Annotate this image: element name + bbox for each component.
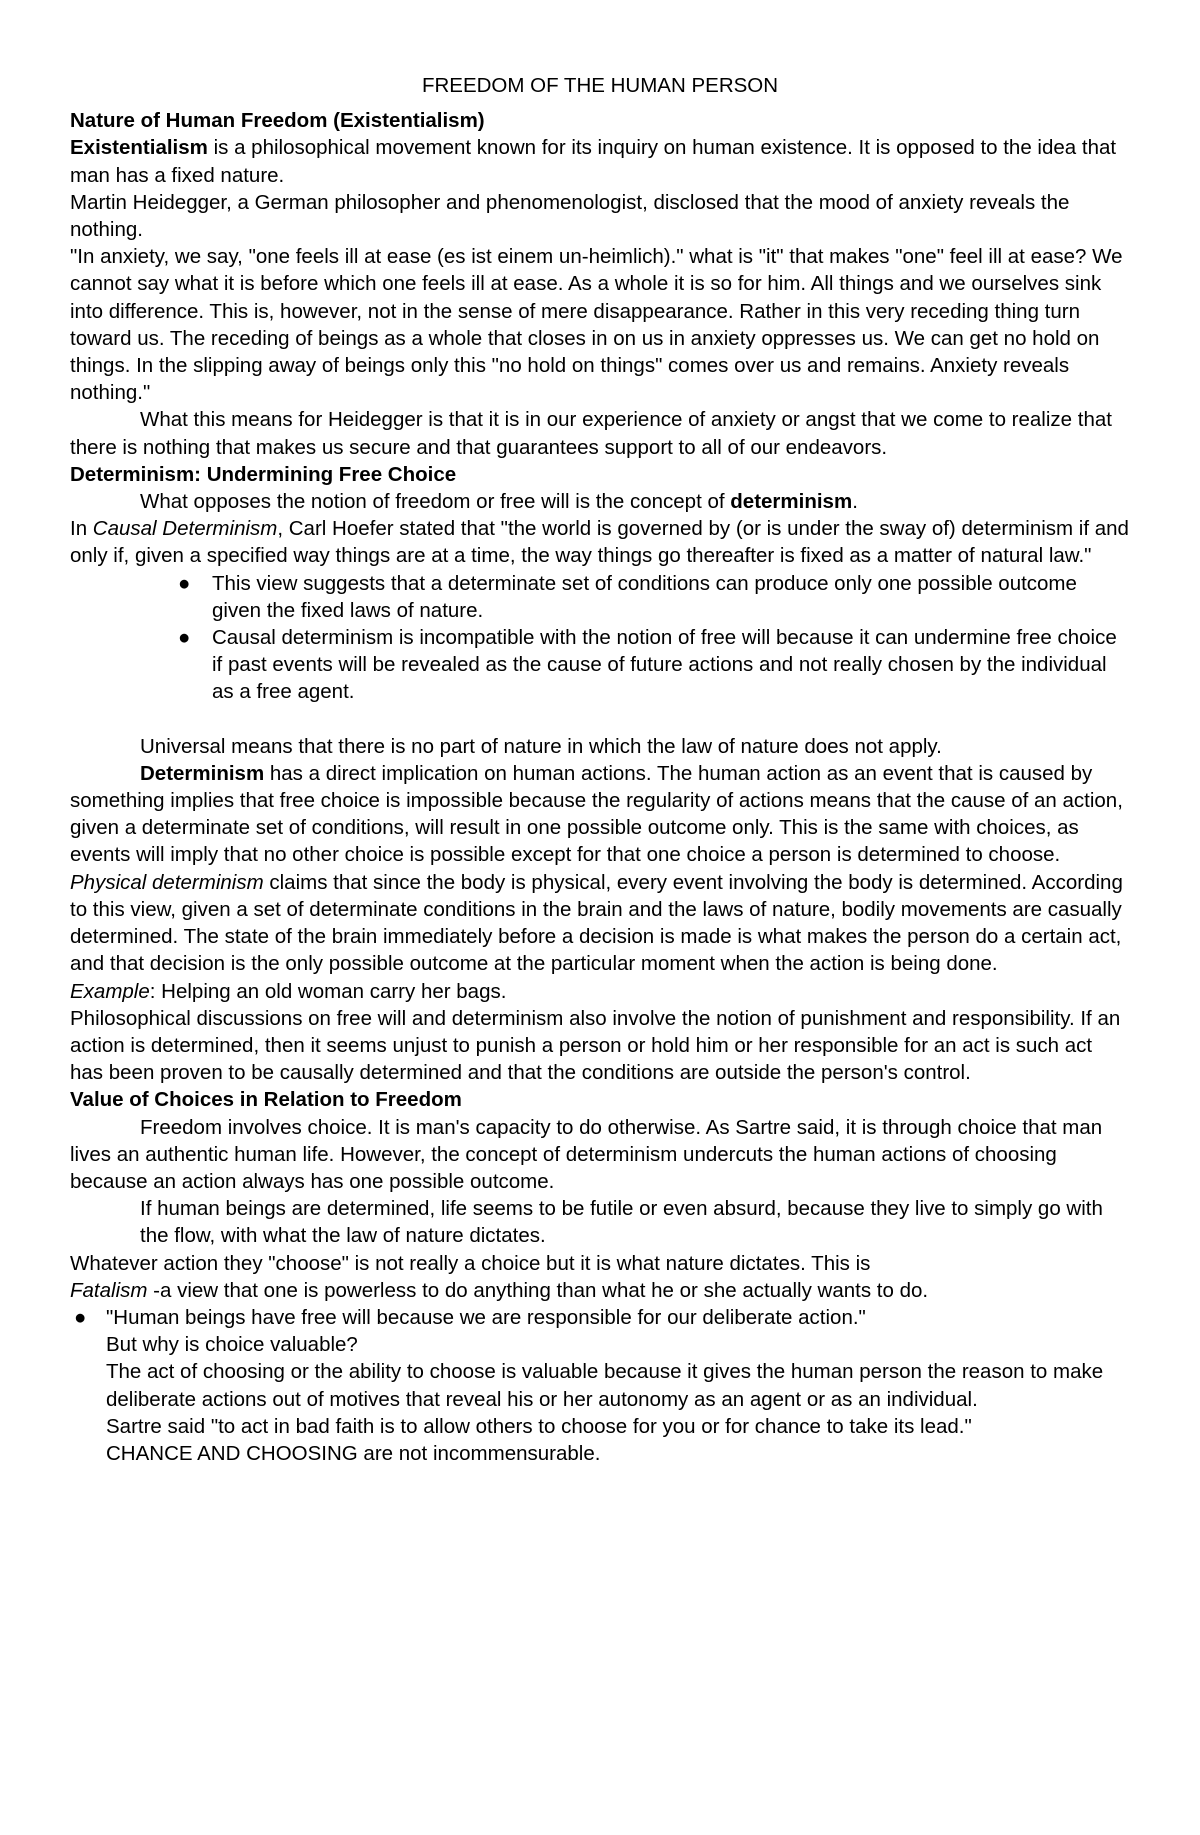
bullet-icon: ● — [178, 571, 191, 595]
paragraph — [70, 515, 1130, 569]
term-determinism: Determinism — [140, 761, 265, 785]
paragraph-text: In — [70, 517, 93, 541]
list-item-text: "Human beings have free will because we are responsible for our deliberate action." — [106, 1305, 866, 1329]
paragraph: But why is choice valuable? — [106, 1333, 358, 1357]
italic-term: Physical determinism — [70, 870, 264, 894]
paragraph: If human beings are determined, life seems to be futile or even absurd, because they live to simply go with the flow, with what the law of nature dictates. — [140, 1197, 1103, 1248]
italic-term: Example — [70, 979, 150, 1003]
paragraph: The act of choosing or the ability to choose is valuable because it gives the human person the reason to make deliberate actions out of motives that reveal his or her autonomy as an agent or as an individual. — [106, 1360, 1104, 1411]
paragraph-text: has a direct implication on human actions. The human action as an event that is caused by something implies that free choice is impossible because the regularity of actions means that the cause of an action, given a determinate set of conditions, will result in one possible outcome only. This is the same with choices, as events will imply that no other choice is possible except for that one choice a person is determined to choose. — [70, 761, 1123, 867]
list-item-text: Causal determinism is incompatible with the notion of free will because it can undermine free choice if past events will be revealed as the cause of future actions and not really chosen by the individual as a free agent. — [212, 626, 1117, 704]
paragraph: Freedom involves choice. It is man's capacity to do otherwise. As Sartre said, it is through choice that man lives an authentic human life. However, the concept of determinism undercuts the human actions of choosing because an action always has one possible outcome. — [70, 1115, 1103, 1193]
italic-term: Fatalism — [70, 1278, 148, 1302]
paragraph — [70, 869, 1130, 978]
section-heading-existentialism: Nature of Human Freedom (Existentialism) — [70, 109, 485, 133]
quote-paragraph: "In anxiety, we say, "one feels ill at ease (es ist einem un-heimlich)." what is "it" that makes "one" feel ill at ease? We cannot say what it is before which one feels ill at ease. As a whole it is so for him. All things and we ourselves sink into difference. This is, however, not in the sense of mere disappearance. Rather in this very receding thing turn toward us. The receding of beings as a whole that closes in on us in anxiety oppresses us. We can get no hold on things. In the slipping away of beings only this "no hold on things" comes over us and remains. Anxiety reveals nothing." — [70, 245, 1123, 405]
paragraph-text: claims that since the body is physical, every event involving the body is determined. According to this view, given a set of determinate conditions in the brain and the laws of nature, bodily movements are casually determined. The state of the brain immediately before a decision is made is what makes the person do a certain act, and that decision is the only possible outcome at the particular moment when the action is being done. — [70, 870, 1123, 976]
paragraph: Universal means that there is no part of nature in which the law of nature does not apply. — [140, 734, 942, 758]
paragraph — [70, 760, 1130, 869]
paragraph — [70, 134, 1130, 188]
paragraph: What this means for Heidegger is that it is in our experience of anxiety or angst that we come to realize that there is nothing that makes us secure and that guarantees support to all of our endeavors. — [70, 408, 1112, 459]
paragraph: Whatever action they "choose" is not really a choice but it is what nature dictates. This is — [70, 1251, 871, 1275]
section-heading-determinism: Determinism: Undermining Free Choice — [70, 462, 457, 486]
bullet-icon: ● — [178, 626, 191, 650]
list-item-text: This view suggests that a determinate set of conditions can produce only one possible outcome given the fixed laws of nature. — [212, 571, 1077, 622]
bullet-list — [70, 1304, 1130, 1331]
paragraph: Sartre said "to act in bad faith is to allow others to choose for you or for chance to take its lead." — [106, 1414, 972, 1438]
spacer — [70, 706, 1130, 733]
paragraph-text: What opposes the notion of freedom or free will is the concept of — [140, 490, 731, 514]
paragraph-text: is a philosophical movement known for its inquiry on human existence. It is opposed to the idea that man has a fixed nature. — [70, 136, 1117, 187]
paragraph — [70, 1277, 1130, 1304]
paragraph-text: : Helping an old woman carry her bags. — [149, 979, 507, 1003]
list-item — [178, 624, 1130, 706]
italic-term: Causal Determinism — [92, 517, 278, 541]
paragraph: CHANCE AND CHOOSING are not incommensurable. — [106, 1441, 601, 1465]
bullet-list — [70, 570, 1130, 706]
paragraph: Martin Heidegger, a German philosopher and phenomenologist, disclosed that the mood of anxiety reveals the nothing. — [70, 190, 1070, 242]
list-item — [178, 570, 1130, 624]
section-heading-value-of-choices: Value of Choices in Relation to Freedom — [70, 1088, 462, 1112]
paragraph — [70, 978, 1130, 1005]
paragraph — [70, 488, 1130, 515]
paragraph-text: -a view that one is powerless to do anything than what he or she actually wants to do. — [147, 1278, 929, 1302]
paragraph-text: . — [852, 490, 858, 514]
paragraph-text: , Carl Hoefer stated that "the world is governed by (or is under the sway of) determinism if and only if, given a specified way things are at a time, the way things go thereafter is fixed as a matter of natural law." — [70, 517, 1129, 568]
term-existentialism: Existentialism — [70, 136, 208, 160]
list-item — [74, 1304, 1130, 1331]
page-title: FREEDOM OF THE HUMAN PERSON — [421, 74, 779, 97]
term-determinism: determinism — [730, 490, 853, 514]
paragraph: Philosophical discussions on free will and determinism also involve the notion of punishment and responsibility. If an action is determined, then it seems unjust to punish a person or hold him or her responsible for an act is such act has been proven to be causally determined and that the conditions are outside the person's control. — [70, 1006, 1121, 1085]
bullet-icon: ● — [74, 1305, 87, 1329]
